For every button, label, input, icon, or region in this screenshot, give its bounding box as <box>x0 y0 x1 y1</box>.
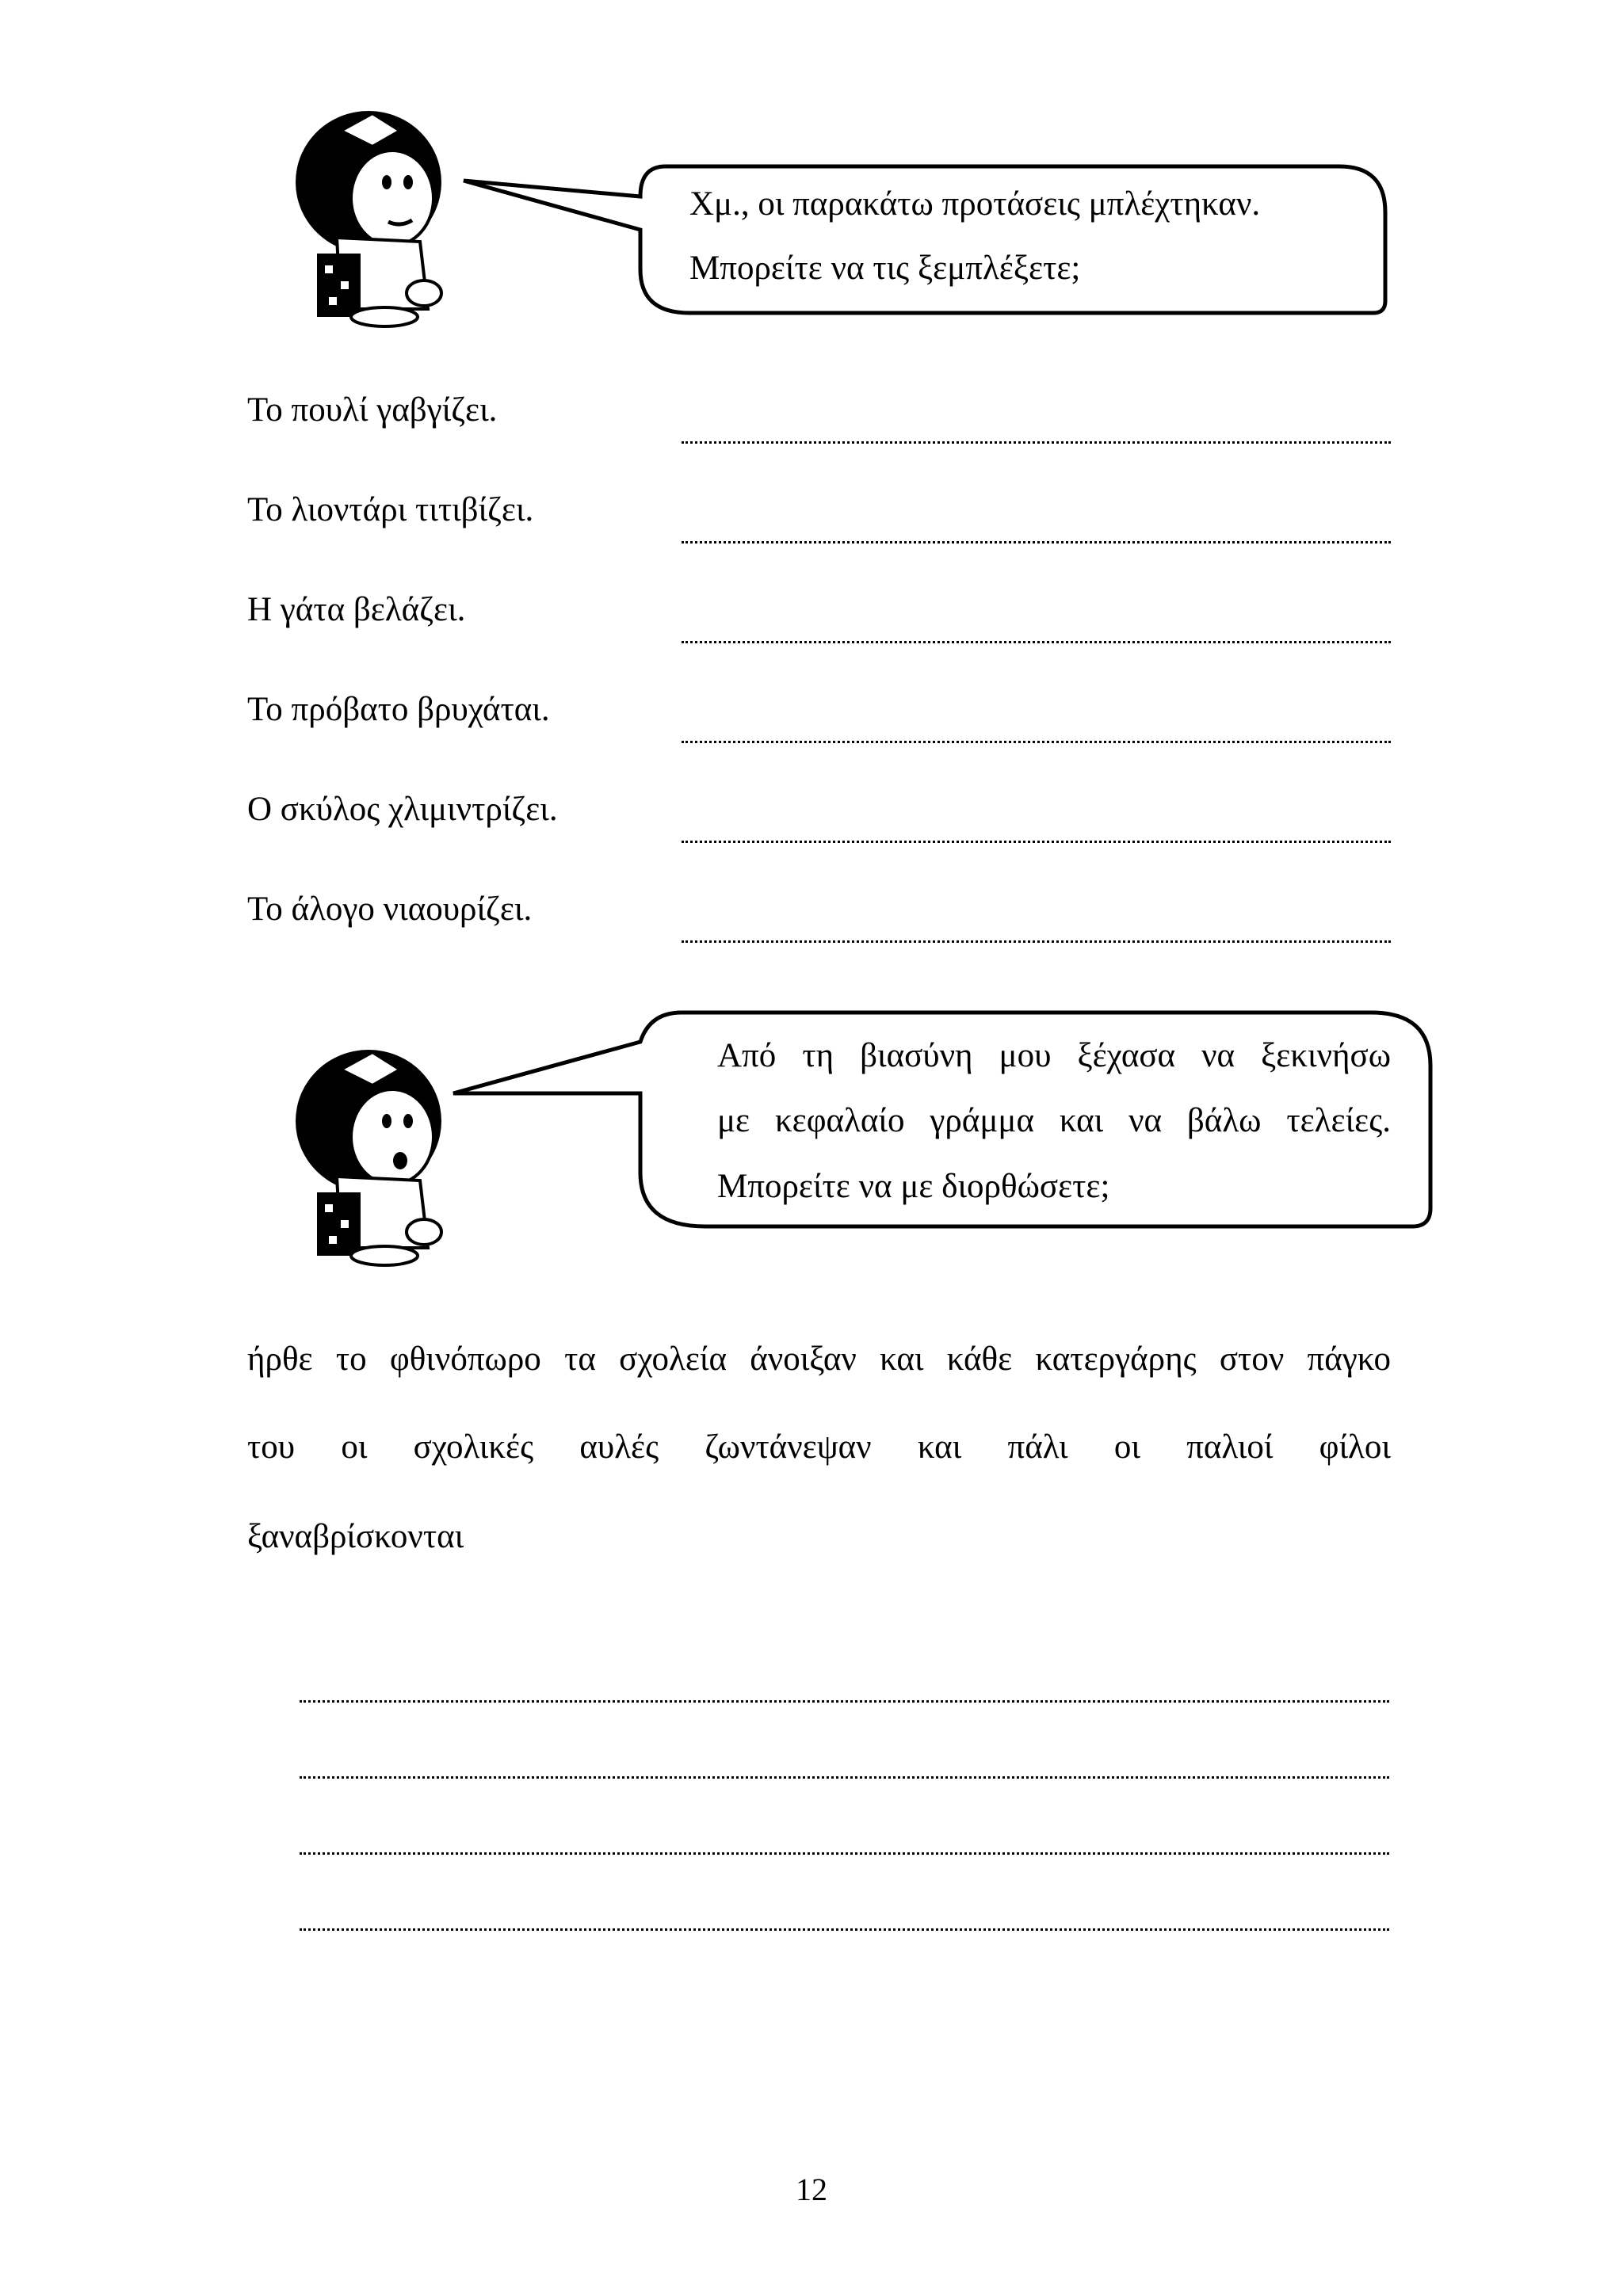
correction-line-2[interactable] <box>300 1776 1389 1779</box>
correction-line-3[interactable] <box>300 1852 1389 1855</box>
correction-line-4[interactable] <box>300 1928 1389 1931</box>
girl-character-icon-2 <box>296 1050 441 1265</box>
sentence-4: Το πρόβατο βρυχάται. <box>247 691 550 728</box>
answer-line-4[interactable] <box>682 741 1391 743</box>
word: αυλές <box>579 1428 659 1466</box>
sentence-5: Ο σκύλος χλιμιντρίζει. <box>247 791 558 828</box>
paragraph-line2 <box>247 1428 1391 1466</box>
word: σχολικές <box>413 1428 534 1466</box>
bubble2-line2: με κεφαλαίο γράμμα και να βάλω τελείες. <box>717 1102 1391 1139</box>
paragraph-line3: ξαναβρίσκονται <box>247 1518 464 1555</box>
word: οι <box>1113 1428 1140 1466</box>
girl-character-icon-1 <box>296 111 441 326</box>
paragraph-line1: ήρθε το φθινόπωρο τα σχολεία άνοιξαν και κάθε κατεργάρης στον πάγκο <box>247 1341 1391 1378</box>
word: και <box>917 1428 962 1466</box>
sentence-1: Το πουλί γαβγίζει. <box>247 391 498 429</box>
answer-line-5[interactable] <box>682 841 1391 843</box>
word: φίλοι <box>1319 1428 1391 1466</box>
correction-line-1[interactable] <box>300 1700 1389 1703</box>
word: παλιοί <box>1186 1428 1274 1466</box>
sentence-2: Το λιοντάρι τιτιβίζει. <box>247 491 534 528</box>
bubble1-line2: Μπορείτε να τις ξεμπλέξετε; <box>689 250 1081 287</box>
word: πάλι <box>1007 1428 1068 1466</box>
word: του <box>247 1428 296 1466</box>
bubble2-line3: Μπορείτε να με διορθώσετε; <box>717 1168 1110 1205</box>
answer-line-2[interactable] <box>682 541 1391 543</box>
word: οι <box>341 1428 368 1466</box>
bubble1-line1: Χμ., οι παρακάτω προτάσεις μπλέχτηκαν. <box>689 185 1261 223</box>
answer-line-3[interactable] <box>682 641 1391 643</box>
bubble2-line1: Από τη βιασύνη μου ξέχασα να ξεκινήσω <box>717 1037 1391 1074</box>
answer-line-1[interactable] <box>682 441 1391 444</box>
page-number: 12 <box>796 2172 827 2207</box>
sentence-6: Το άλογο νιαουρίζει. <box>247 891 533 928</box>
answer-line-6[interactable] <box>682 940 1391 943</box>
word: ζωντάνεψαν <box>705 1428 872 1466</box>
sentence-3: Η γάτα βελάζει. <box>247 591 466 628</box>
